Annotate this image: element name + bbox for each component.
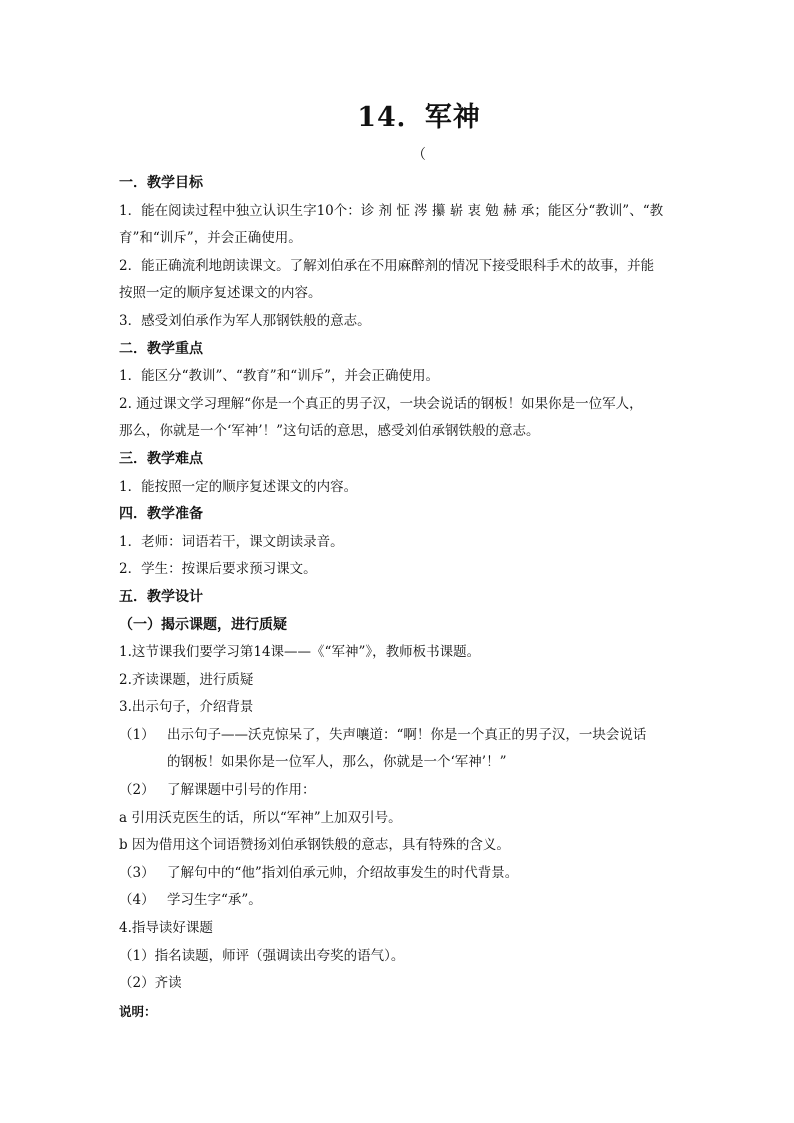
note-label: 说明： (119, 1003, 157, 1019)
point-b: b 因为借用这个词语赞扬刘伯承钢铁般的意志，具有特殊的含义。 (119, 837, 510, 854)
section-heading-key-points: 二．教学重点 (119, 340, 203, 357)
goal-line-1: 1．能在阅读过程中独立认识生字10个：诊 剂 怔 涔 攥 崭 衷 勉 赫 承；能区分“教训”、“教 (119, 202, 664, 219)
sub-item-2-number: （2） (119, 782, 155, 799)
sub-item-2 (119, 777, 679, 805)
design-step-4: 4.指导读好课题 (119, 920, 213, 937)
read-item-1: （1）指名读题，师评（强调读出夸奖的语气）。 (119, 947, 405, 964)
section-heading-preparation: 四．教学准备 (119, 506, 203, 523)
goal-line-2: 育”和“训斥”，并会正确使用。 (119, 230, 302, 247)
section-heading-goals: 一．教学目标 (119, 175, 203, 191)
subtitle-mark: （ (412, 147, 426, 163)
sub-item-4 (119, 887, 679, 915)
design-part1-heading: （一）揭示课题，进行质疑 (119, 616, 287, 633)
design-step-3: 3.出示句子，介绍背景 (119, 699, 254, 716)
sub-item-2-text: 了解课题中引号的作用： (167, 782, 316, 799)
design-step-1: 1.这节课我们要学习第14课——《“军神”》，教师板书课题。 (119, 644, 481, 661)
goal-line-5: 3．感受刘伯承作为军人那钢铁般的意志。 (119, 312, 371, 329)
sub-item-1 (119, 722, 679, 750)
preparation-line-2: 2．学生：按课后要求预习课文。 (119, 561, 317, 578)
sub-item-4-text: 学习生字“承”。 (167, 892, 262, 909)
section-heading-design: 五．教学设计 (119, 588, 203, 605)
sub-item-3-number: （3） (119, 864, 155, 881)
difficulty-line-1: 1．能按照一定的顺序复述课文的内容。 (119, 478, 358, 495)
sub-item-1-number: （1） (119, 726, 155, 743)
key-point-line-3: 那么，你就是一个‘军神’！”这句话的意思，感受刘伯承钢铁般的意志。 (119, 423, 540, 440)
goal-line-3: 2．能正确流利地朗读课文。了解刘伯承在不用麻醉剂的情况下接受眼科手术的故事，并能 (119, 257, 655, 274)
key-point-line-1: 1．能区分“教训”、“教育”和“训斥”，并会正确使用。 (119, 368, 439, 385)
sub-item-4-number: （4） (119, 892, 155, 909)
key-point-line-2: 2. 通过课文学习理解“你是一个真正的男子汉，一块会说话的钢板！如果你是一位军人， (119, 395, 643, 412)
document-page (119, 96, 679, 1025)
goal-line-4: 按照一定的顺序复述课文的内容。 (119, 285, 322, 302)
sub-item-1-text: 出示句子——沃克惊呆了，失声嚷道：“啊！你是一个真正的男子汉，一块会说话 (167, 726, 647, 743)
sub-item-1-continuation: 的钢板！如果你是一位军人，那么，你就是一个‘军神’！” (167, 754, 507, 771)
design-step-2: 2.齐读课题，进行质疑 (119, 671, 254, 688)
read-item-2: （2）齐读 (119, 975, 182, 992)
sub-item-3-text: 了解句中的“他”指刘伯承元帅，介绍故事发生的时代背景。 (167, 864, 519, 881)
point-a: a 引用沃克医生的话，所以“军神”上加双引号。 (119, 809, 402, 826)
preparation-line-1: 1．老师：词语若干，课文朗读录音。 (119, 533, 344, 550)
sub-item-3 (119, 860, 679, 888)
section-heading-difficulties: 三．教学难点 (119, 450, 203, 467)
document-title: 14．军神 (357, 102, 481, 133)
